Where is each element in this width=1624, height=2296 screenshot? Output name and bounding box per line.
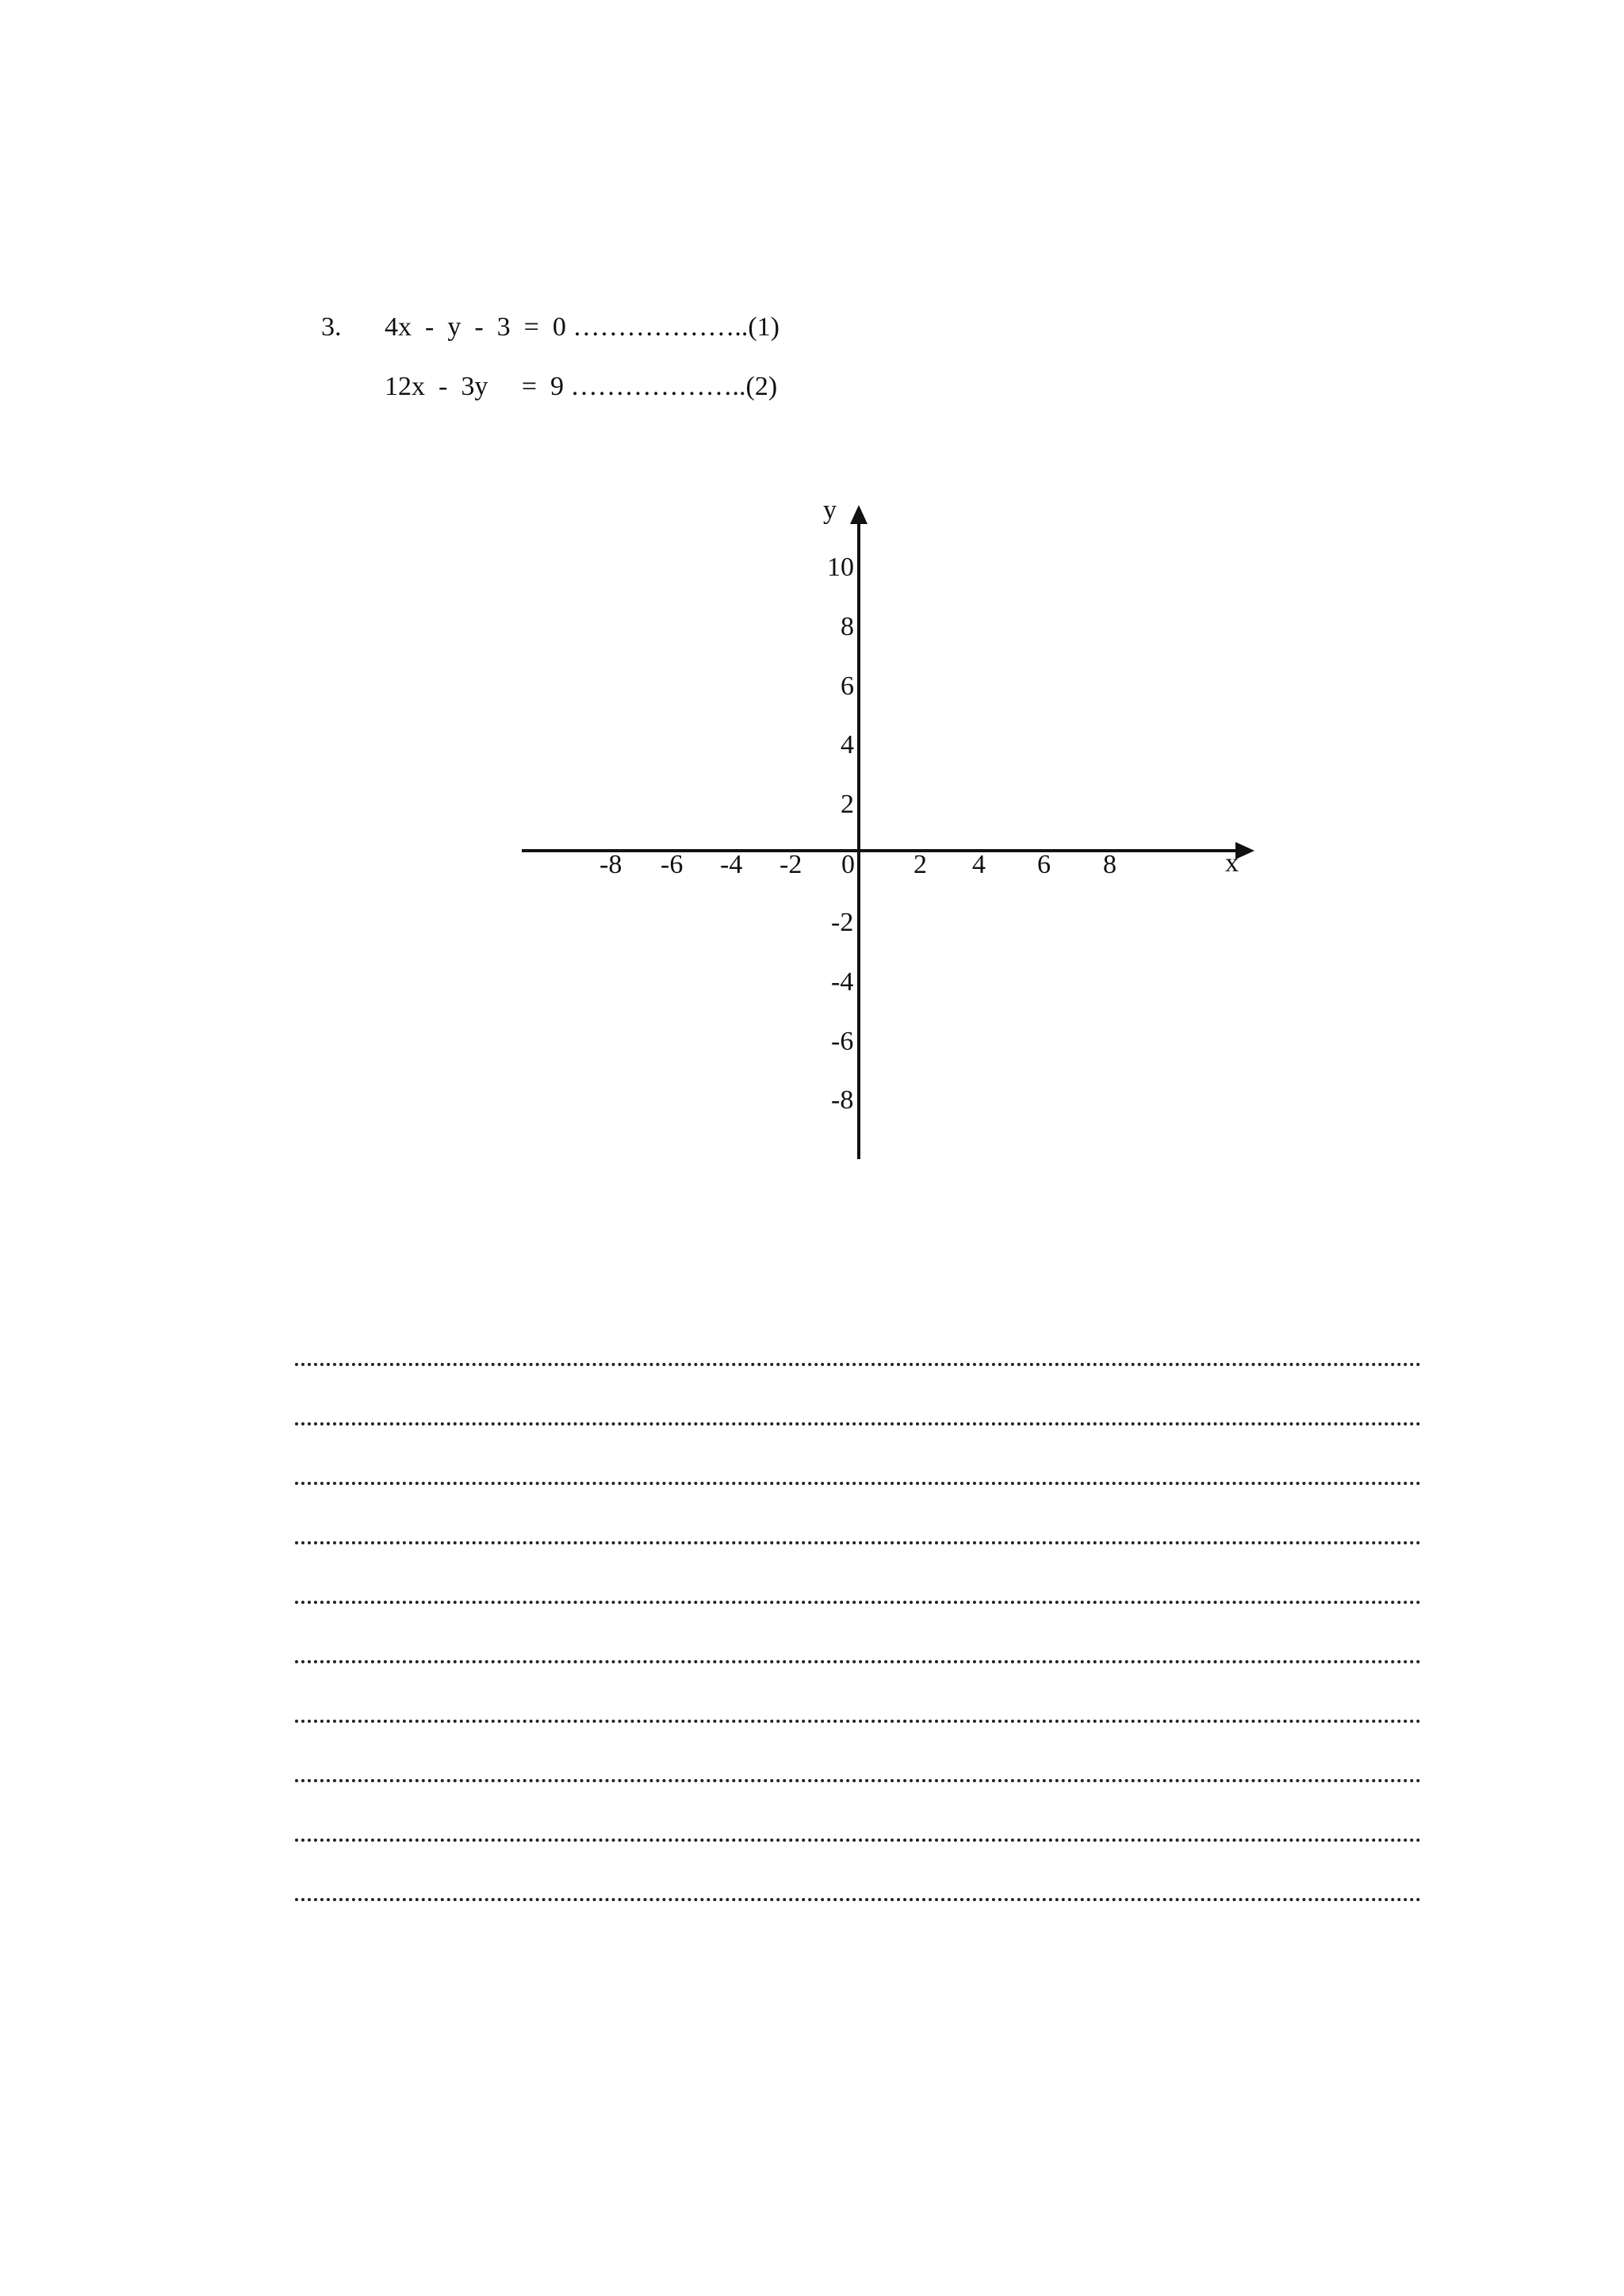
y-tick-label: -8 bbox=[831, 1085, 854, 1115]
x-axis-label: x bbox=[1225, 848, 1239, 878]
dotted-rule bbox=[295, 1541, 1421, 1544]
dotted-rule bbox=[295, 1482, 1421, 1485]
answer-line[interactable] bbox=[295, 1374, 1421, 1433]
y-tick-label: 8 bbox=[841, 612, 854, 641]
answer-lines bbox=[295, 1314, 1421, 1909]
x-tick-label: -4 bbox=[720, 850, 743, 879]
answer-line[interactable] bbox=[295, 1433, 1421, 1493]
x-tick-label: 8 bbox=[1103, 850, 1116, 879]
dotted-rule bbox=[295, 1779, 1421, 1782]
question-number: 3. bbox=[321, 312, 342, 342]
answer-line[interactable] bbox=[295, 1731, 1421, 1790]
answer-line[interactable] bbox=[295, 1671, 1421, 1731]
dotted-rule bbox=[295, 1839, 1421, 1842]
equation-2: 12x - 3y = 9 ………………..(2) bbox=[385, 372, 778, 401]
y-tick-label: 6 bbox=[841, 672, 854, 701]
x-tick-label: 2 bbox=[914, 850, 927, 879]
x-tick-label: -6 bbox=[661, 850, 684, 879]
x-tick-label: 4 bbox=[972, 850, 986, 879]
y-tick-label: -4 bbox=[831, 967, 854, 997]
x-tick-label: 0 bbox=[841, 850, 855, 879]
dotted-rule bbox=[295, 1898, 1421, 1901]
x-tick-label: -2 bbox=[779, 850, 802, 879]
y-tick-label: -2 bbox=[831, 908, 854, 937]
dotted-rule bbox=[295, 1660, 1421, 1663]
y-tick-label: 2 bbox=[841, 790, 854, 819]
answer-line[interactable] bbox=[295, 1790, 1421, 1850]
equation-1: 4x - y - 3 = 0 ………………..(1) bbox=[385, 312, 779, 342]
dotted-rule bbox=[295, 1422, 1421, 1425]
y-axis-label: y bbox=[823, 496, 837, 525]
x-tick-label: -8 bbox=[599, 850, 622, 879]
answer-line[interactable] bbox=[295, 1314, 1421, 1374]
y-tick-label: 10 bbox=[827, 553, 854, 582]
y-tick-label: 4 bbox=[841, 730, 854, 760]
answer-line[interactable] bbox=[295, 1612, 1421, 1671]
dotted-rule bbox=[295, 1363, 1421, 1366]
answer-line[interactable] bbox=[295, 1850, 1421, 1909]
dotted-rule bbox=[295, 1601, 1421, 1604]
y-axis-arrow bbox=[850, 505, 868, 524]
answer-line[interactable] bbox=[295, 1493, 1421, 1552]
y-tick-label: -6 bbox=[831, 1027, 854, 1056]
dotted-rule bbox=[295, 1720, 1421, 1723]
answer-line[interactable] bbox=[295, 1552, 1421, 1612]
x-tick-label: 6 bbox=[1037, 850, 1051, 879]
